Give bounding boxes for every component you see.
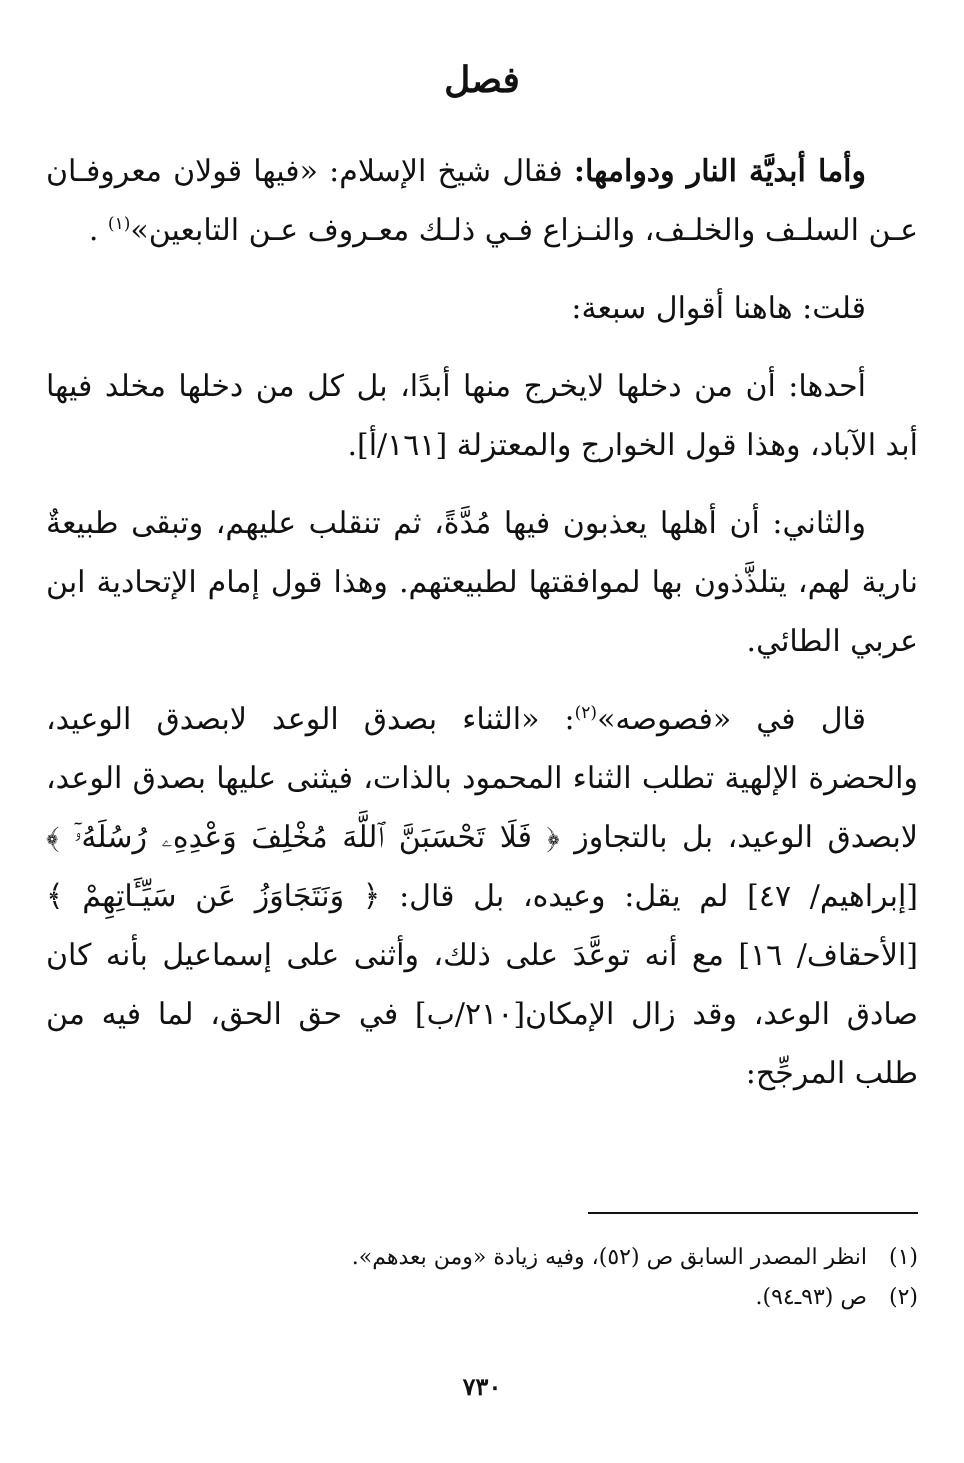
paragraph-first-opinion: أحدها: أن من دخلها لايخرج منها أبدًا، بل كل من دخلها مخلد فيها أبد الآباد، وهذا قول الخوارج والمعتزلة [١٦١/أ]. — [46, 369, 918, 463]
paragraph-fusus-quote — [46, 690, 918, 1103]
paragraph-text: فقال شيخ الإسلام: «فيها قولان معروفـان عـن السلـف والخلـف، والنـزاع فـي ذلـك معـروف عـن التابعين» — [46, 154, 918, 248]
paragraph-seven-opinions: قلت: هاهنا أقوال سبعة: — [571, 291, 866, 326]
footnote-number: (٢) — [888, 1285, 918, 1310]
footnote-reference: (١) — [107, 214, 131, 234]
footnote-number: (١) — [888, 1245, 918, 1270]
page-number: ٧٣٠ — [462, 1372, 502, 1401]
footnote-item — [46, 1238, 918, 1278]
footnote-reference: (٢) — [574, 703, 598, 723]
paragraph-text: قال في «فصوصه» — [597, 702, 866, 737]
footnote-text: انظر المصدر السابق ص (٥٢)، وفيه زيادة «ومن بعدهم». — [351, 1245, 867, 1270]
footnotes — [46, 1238, 918, 1318]
section-heading: فصل — [444, 59, 520, 101]
paragraph-text: : «الثناء بصدق الوعد لابصدق الوعيد، والحضرة الإلهية تطلب الثناء المحمود بالذات، فيثنى عليها بصدق الوعد، لابصدق الوعيد، بل بالتجاوز ﴿ فَلَا تَحْسَبَنَّ ٱللَّهَ مُخْلِفَ وَعْدِهِۦ رُسُلَهُۥٓ ﴾ [إبراهيم/ ٤٧] لم يقل: وعيده، بل قال: ﴿ وَنَتَجَاوَزُ عَن سَيِّـَٔاتِهِمْ ﴾ [الأحقاف/ ١٦] مع أنه توعَّدَ على ذلك، وأثنى على إسماعيل بأنه كان صادق الوعد، وقد زال الإمكان[٢١٠/ب] في حق الحق، لما فيه من طلب المرجِّح: — [46, 702, 919, 1091]
paragraph-eternity-of-fire — [46, 142, 918, 260]
footnote-text: ص (٩٣ـ٩٤). — [755, 1285, 867, 1310]
paragraph-end: . — [88, 213, 108, 248]
paragraph-second-opinion: والثاني: أن أهلها يعذبون فيها مُدَّةً، ثم تنقلب عليهم، وتبقى طبيعةٌ نارية لهم، يتلذَّذون بها لموافقتها لطبيعتهم. وهذا قول إمام الإتحادية ابن عربي الطائي. — [46, 506, 918, 659]
footnote-item — [46, 1278, 918, 1318]
footnote-separator — [588, 1212, 918, 1214]
paragraph-lead-phrase: وأما أبديَّة النار ودوامها: — [573, 154, 866, 189]
